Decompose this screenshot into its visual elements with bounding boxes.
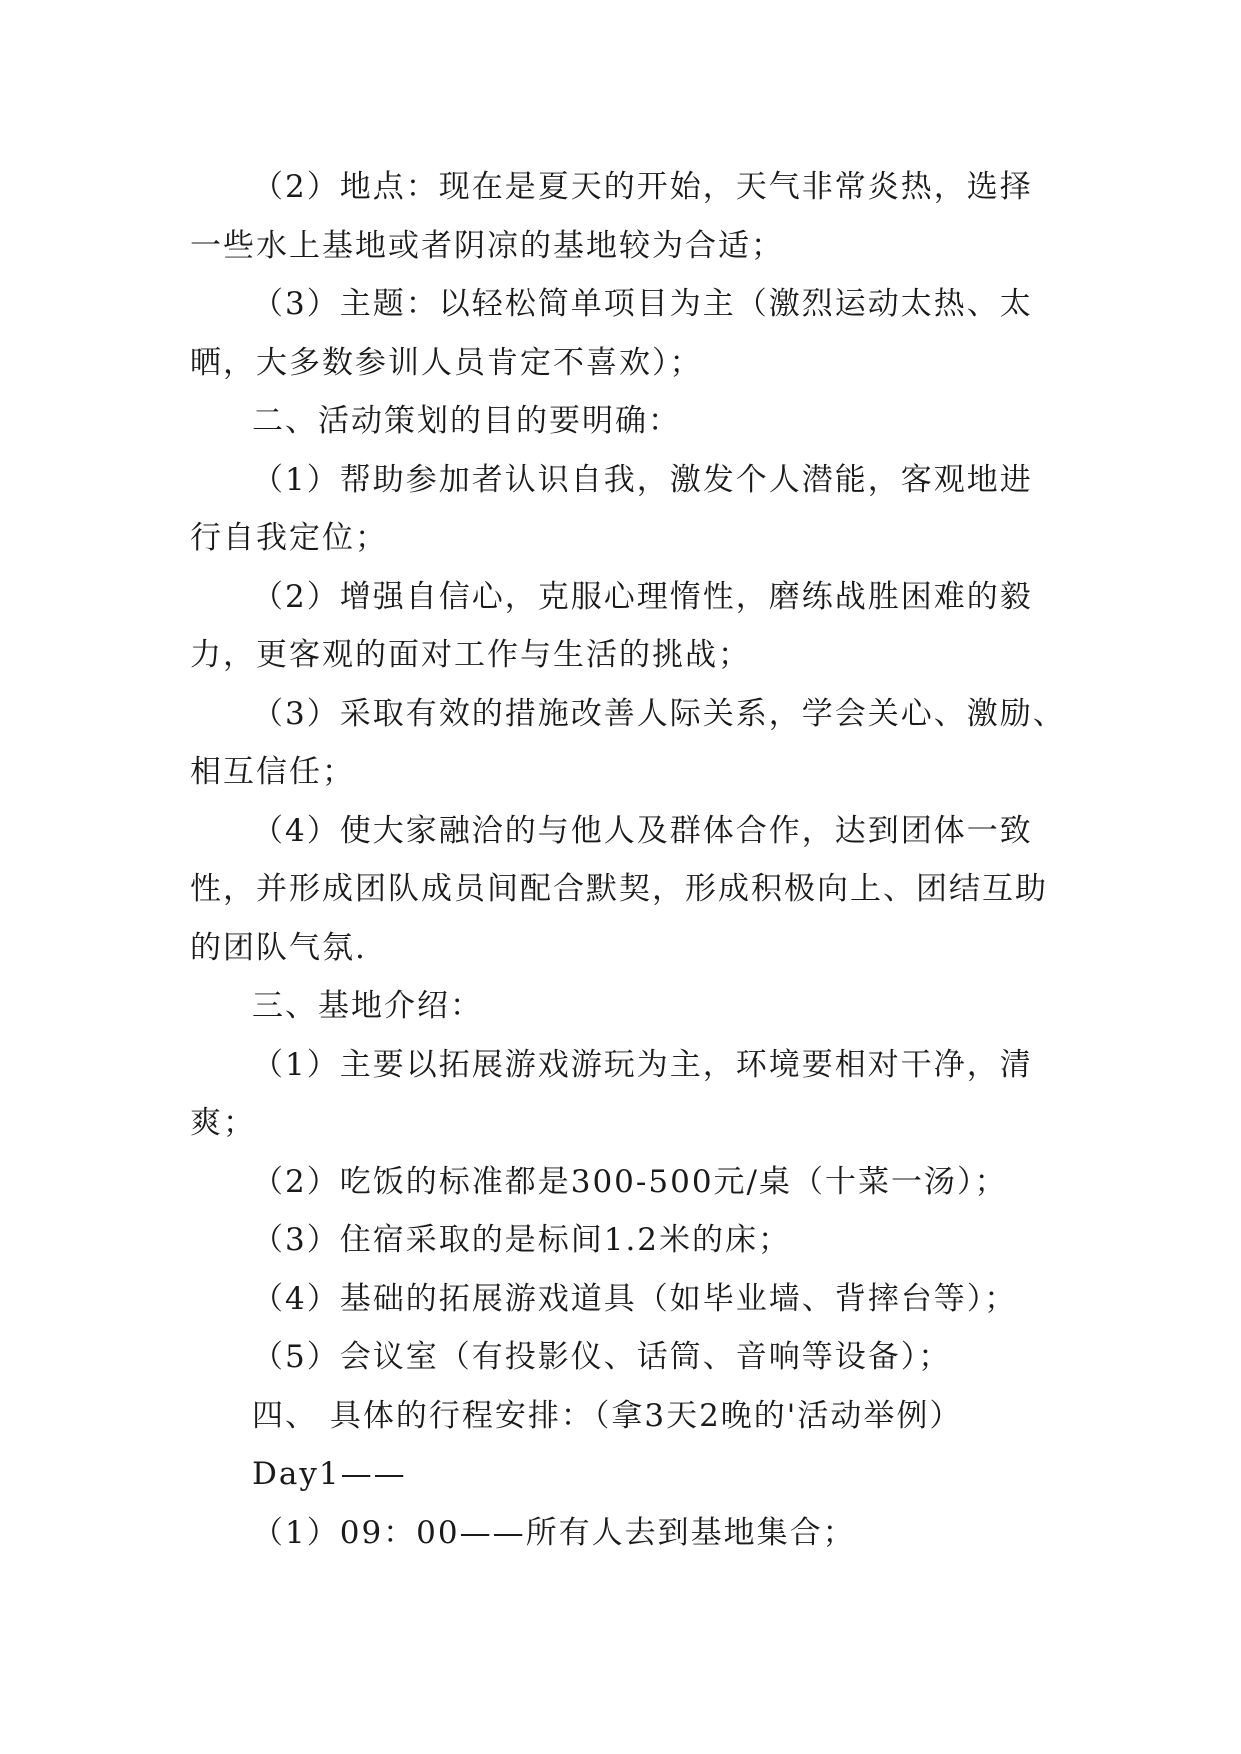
text-line: 晒，大多数参训人员肯定不喜欢）； <box>190 344 703 381</box>
text-line: 四、 具体的行程安排：（拿3天2晚的'活动举例） <box>252 1397 963 1434</box>
text-line: 相互信任； <box>190 754 355 790</box>
text-line: （2）吃饭的标准都是300-500元/桌（十菜一汤）； <box>252 1163 1008 1200</box>
text-line: 爽； <box>190 1105 256 1141</box>
text-line: 力，更客观的面对工作与生活的挑战； <box>190 637 751 673</box>
text-line: （1）主要以拓展游戏游玩为主，环境要相对干净，清 <box>252 1046 1033 1083</box>
text-line: （3）住宿采取的是标间1.2米的床； <box>252 1222 792 1258</box>
text-line: （1）09：00——所有人去到基地集合； <box>252 1514 856 1551</box>
text-line: 二、活动策划的目的要明确： <box>252 403 681 439</box>
text-line: （3）主题：以轻松简单项目为主（激烈运动太热、太 <box>252 286 1033 322</box>
text-line: （3）采取有效的措施改善人际关系，学会关心、激励、 <box>252 695 1066 732</box>
text-line: 的团队气氛. <box>190 929 367 966</box>
text-line: （2）地点：现在是夏天的开始，天气非常炎热，选择 <box>252 169 1033 205</box>
text-line: （2）增强自信心，克服心理惰性，磨练战胜困难的毅 <box>252 578 1033 615</box>
text-line: 一些水上基地或者阴凉的基地较为合适； <box>190 227 784 264</box>
text-line: （1）帮助参加者认识自我，激发个人潜能，客观地进 <box>252 461 1033 498</box>
text-line: 行自我定位； <box>190 520 388 556</box>
document-body <box>190 158 1070 1562</box>
text-line: 三、基地介绍： <box>252 988 483 1024</box>
text-line: （5）会议室（有投影仪、话筒、音响等设备）； <box>252 1339 952 1375</box>
text-line: （4）使大家融洽的与他人及群体合作，达到团体一致 <box>252 812 1033 849</box>
text-line: Day1—— <box>252 1456 407 1492</box>
text-line: 性，并形成团队成员间配合默契，形成积极向上、团结互助 <box>190 871 1048 907</box>
text-line: （4）基础的拓展游戏道具（如毕业墙、背摔台等）； <box>252 1280 1018 1317</box>
